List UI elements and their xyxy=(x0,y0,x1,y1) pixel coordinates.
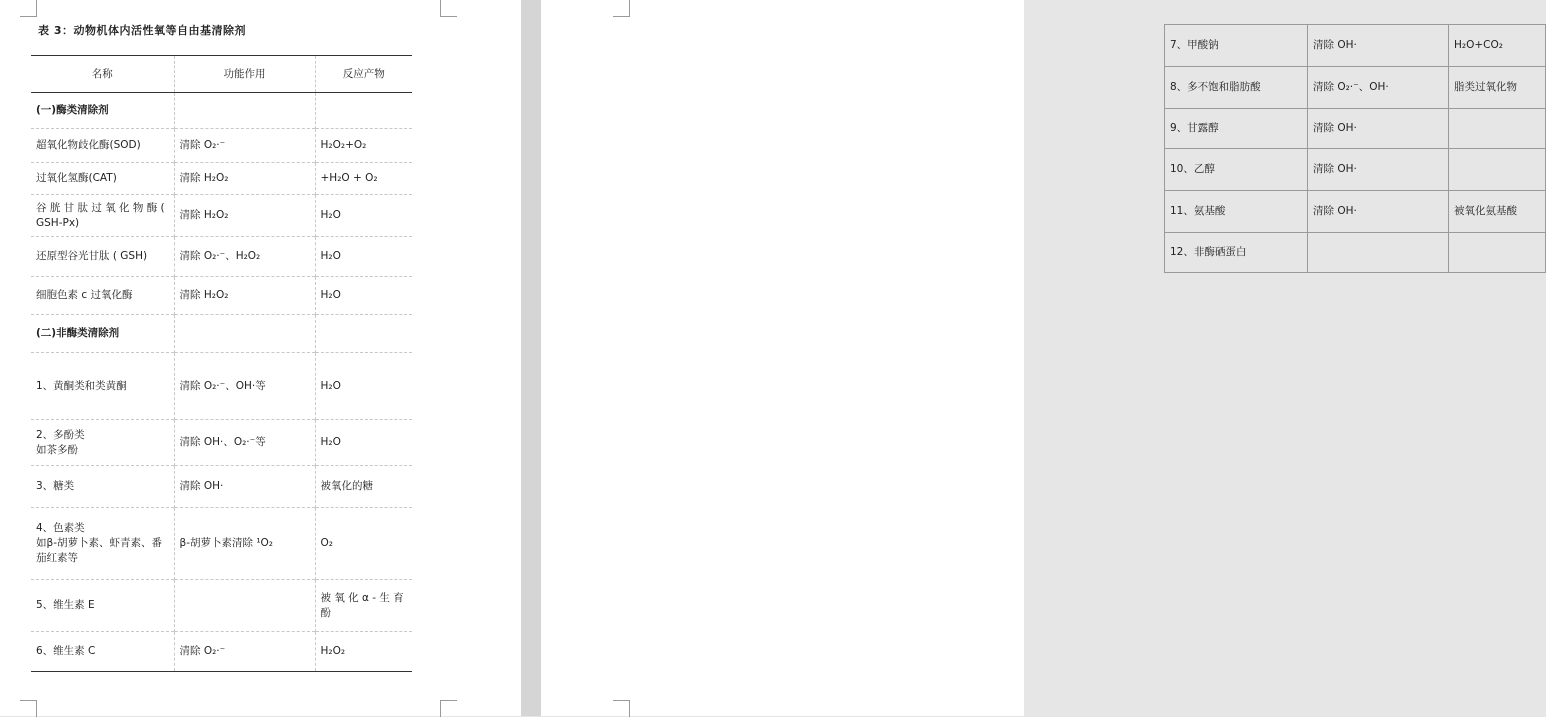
radical-scavenger-table-continued xyxy=(1164,24,1546,273)
cell-name: 细胞色素 c 过氧化酶 xyxy=(31,277,174,315)
table-caption: 表 3：动物机体内活性氧等自由基清除剂 xyxy=(38,24,246,37)
cell-product xyxy=(1449,109,1546,149)
cell-product: 被 氧 化 α - 生 育 酚 xyxy=(315,580,412,632)
section-row xyxy=(31,315,412,353)
cell-product xyxy=(315,315,412,353)
cell-function xyxy=(1308,233,1449,273)
cell-function: 清除 H₂O₂ xyxy=(174,163,315,195)
crop-mark xyxy=(440,700,457,717)
cell-name: 10、乙醇 xyxy=(1165,149,1308,191)
cell-name: 9、甘露醇 xyxy=(1165,109,1308,149)
header-function: 功能作用 xyxy=(174,56,315,93)
cell-product: +H₂O + O₂ xyxy=(315,163,412,195)
table-row xyxy=(1165,25,1546,67)
cell-function: 清除 O₂·⁻、OH·等 xyxy=(174,353,315,420)
document-page-left xyxy=(0,0,521,716)
table-row xyxy=(31,420,412,466)
cell-product: H₂O xyxy=(315,195,412,237)
table-row xyxy=(1165,233,1546,273)
cell-name: 12、非酶硒蛋白 xyxy=(1165,233,1308,273)
cell-name: 1、黄酮类和类黄酮 xyxy=(31,353,174,420)
table-row xyxy=(31,195,412,237)
cell-function: 清除 OH· xyxy=(1308,109,1449,149)
header-name: 名称 xyxy=(31,56,174,93)
cell-name: 过氧化氢酶(CAT) xyxy=(31,163,174,195)
table-row xyxy=(31,237,412,277)
cell-name: 还原型谷光甘肽 ( GSH) xyxy=(31,237,174,277)
table-row xyxy=(31,129,412,163)
cell-function: 清除 O₂·⁻、OH· xyxy=(1308,67,1449,109)
cell-product xyxy=(315,93,412,129)
radical-scavenger-table xyxy=(31,55,412,672)
table-row xyxy=(31,632,412,672)
document-page-right xyxy=(541,0,1517,716)
cell-name: 谷 胱 甘 肽 过 氧 化 物 酶 ( GSH-Px) xyxy=(31,195,174,237)
cell-name: 超氧化物歧化酶(SOD) xyxy=(31,129,174,163)
cell-product xyxy=(1449,149,1546,191)
cell-product: 脂类过氧化物 xyxy=(1449,67,1546,109)
header-product: 反应产物 xyxy=(315,56,412,93)
crop-mark xyxy=(613,700,630,717)
cell-product: H₂O₂ xyxy=(315,632,412,672)
cell-name: 3、糖类 xyxy=(31,466,174,508)
table-row xyxy=(31,508,412,580)
cell-function: 清除 O₂·⁻、H₂O₂ xyxy=(174,237,315,277)
cell-name: 6、维生素 C xyxy=(31,632,174,672)
cell-name: 7、甲酸钠 xyxy=(1165,25,1308,67)
page-gutter xyxy=(521,0,541,716)
cell-function: 清除 OH·、O₂·⁻等 xyxy=(174,420,315,466)
table-row xyxy=(31,163,412,195)
cell-product: O₂ xyxy=(315,508,412,580)
section-row xyxy=(31,93,412,129)
table-row xyxy=(1165,67,1546,109)
cell-function: 清除 OH· xyxy=(1308,149,1449,191)
cell-function xyxy=(174,580,315,632)
cell-name: (二)非酶类清除剂 xyxy=(31,315,174,353)
cell-product: 被氧化氨基酸 xyxy=(1449,191,1546,233)
cell-function: 清除 H₂O₂ xyxy=(174,277,315,315)
cell-function: 清除 OH· xyxy=(1308,25,1449,67)
crop-mark xyxy=(613,0,630,17)
cell-product: H₂O₂+O₂ xyxy=(315,129,412,163)
table-row xyxy=(31,277,412,315)
cell-product: H₂O xyxy=(315,420,412,466)
cell-product: 被氧化的糖 xyxy=(315,466,412,508)
crop-mark xyxy=(20,0,37,17)
cell-name: 4、色素类 如β-胡萝卜素、虾青素、番茄红素等 xyxy=(31,508,174,580)
cell-function: 清除 H₂O₂ xyxy=(174,195,315,237)
table-header-row xyxy=(31,56,412,93)
table-row xyxy=(31,353,412,420)
cell-function: 清除 O₂·⁻ xyxy=(174,632,315,672)
cell-product: H₂O xyxy=(315,277,412,315)
cell-name: 5、维生素 E xyxy=(31,580,174,632)
cell-function: 清除 OH· xyxy=(1308,191,1449,233)
cell-function xyxy=(174,93,315,129)
cell-function: β-胡萝卜素清除 ¹O₂ xyxy=(174,508,315,580)
cell-product xyxy=(1449,233,1546,273)
table-row xyxy=(1165,149,1546,191)
cell-name: 2、多酚类 如茶多酚 xyxy=(31,420,174,466)
table-row xyxy=(31,466,412,508)
cell-function: 清除 O₂·⁻ xyxy=(174,129,315,163)
table-row xyxy=(31,580,412,632)
crop-mark xyxy=(440,0,457,17)
table-row xyxy=(1165,109,1546,149)
cell-function: 清除 OH· xyxy=(174,466,315,508)
cell-product: H₂O+CO₂ xyxy=(1449,25,1546,67)
cell-function xyxy=(174,315,315,353)
cell-product: H₂O xyxy=(315,353,412,420)
cell-name: (一)酶类清除剂 xyxy=(31,93,174,129)
cell-name: 11、氨基酸 xyxy=(1165,191,1308,233)
cell-product: H₂O xyxy=(315,237,412,277)
crop-mark xyxy=(20,700,37,717)
table-row xyxy=(1165,191,1546,233)
cell-name: 8、多不饱和脂肪酸 xyxy=(1165,67,1308,109)
